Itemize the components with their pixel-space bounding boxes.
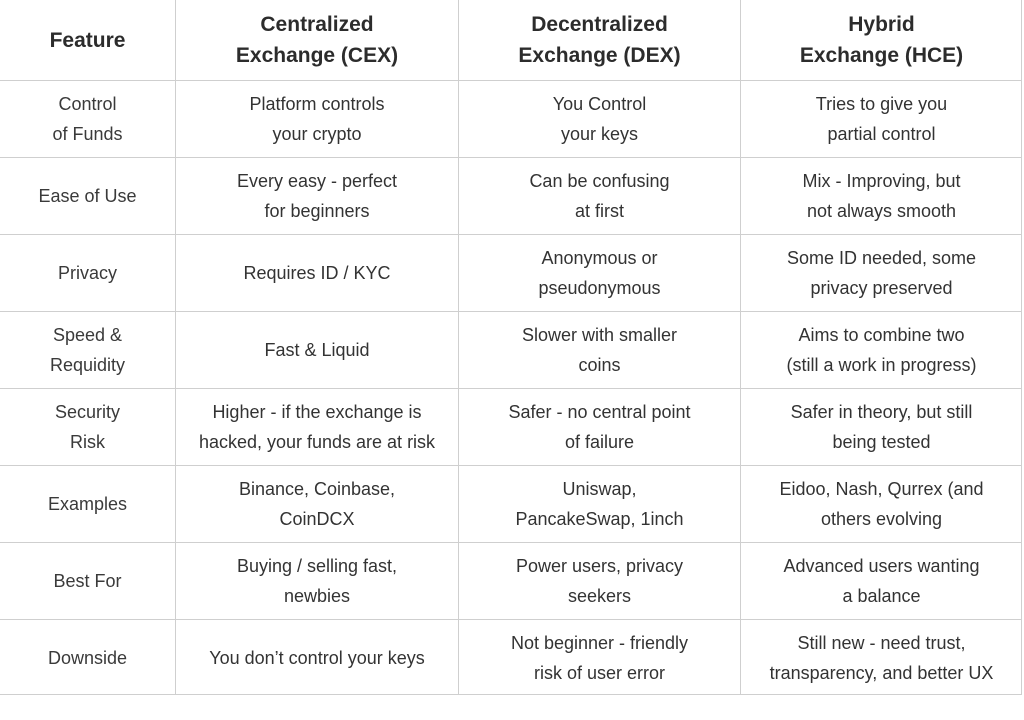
- row-label-ease-of-use: Ease of Use: [0, 157, 175, 234]
- cell-dex-ease-of-use: Can be confusing at first: [458, 157, 740, 234]
- cell-hce-best-for: Advanced users wanting a balance: [740, 542, 1022, 619]
- row-label-best-for: Best For: [0, 542, 175, 619]
- cell-cex-privacy: Requires ID / KYC: [175, 234, 458, 311]
- row-label-speed-liquidity: Speed & Requidity: [0, 311, 175, 388]
- cell-hce-privacy: Some ID needed, some privacy preserved: [740, 234, 1022, 311]
- cell-hce-security-risk: Safer in theory, but still being tested: [740, 388, 1022, 465]
- cell-cex-downside: You don’t control your keys: [175, 619, 458, 695]
- cell-hce-ease-of-use: Mix - Improving, but not always smooth: [740, 157, 1022, 234]
- cell-dex-security-risk: Safer - no central point of failure: [458, 388, 740, 465]
- cell-dex-examples: Uniswap, PancakeSwap, 1inch: [458, 465, 740, 542]
- cell-hce-downside: Still new - need trust, transparency, and better UX: [740, 619, 1022, 695]
- row-label-control-of-funds: Control of Funds: [0, 80, 175, 157]
- cell-dex-best-for: Power users, privacy seekers: [458, 542, 740, 619]
- header-feature: Feature: [49, 28, 126, 52]
- cell-cex-speed-liquidity: Fast & Liquid: [175, 311, 458, 388]
- cell-hce-control-of-funds: Tries to give you partial control: [740, 80, 1022, 157]
- cell-dex-downside: Not beginner - friendly risk of user error: [458, 619, 740, 695]
- cell-cex-examples: Binance, Coinbase, CoinDCX: [175, 465, 458, 542]
- cell-dex-control-of-funds: You Control your keys: [458, 80, 740, 157]
- cell-dex-privacy: Anonymous or pseudonymous: [458, 234, 740, 311]
- header-cex: Centralized Exchange (CEX): [175, 0, 458, 80]
- cell-cex-control-of-funds: Platform controls your crypto: [175, 80, 458, 157]
- cell-cex-ease-of-use: Every easy - perfect for beginners: [175, 157, 458, 234]
- cell-dex-speed-liquidity: Slower with smaller coins: [458, 311, 740, 388]
- row-label-security-risk: Security Risk: [0, 388, 175, 465]
- cell-cex-security-risk: Higher - if the exchange is hacked, your funds are at risk: [175, 388, 458, 465]
- cell-cex-best-for: Buying / selling fast, newbies: [175, 542, 458, 619]
- header-dex: Decentralized Exchange (DEX): [458, 0, 740, 80]
- row-label-downside: Downside: [0, 619, 175, 695]
- row-label-examples: Examples: [0, 465, 175, 542]
- cell-hce-examples: Eidoo, Nash, Qurrex (and others evolving: [740, 465, 1022, 542]
- cell-hce-speed-liquidity: Aims to combine two (still a work in progress): [740, 311, 1022, 388]
- header-hce: Hybrid Exchange (HCE): [740, 0, 1022, 80]
- row-label-privacy: Privacy: [0, 234, 175, 311]
